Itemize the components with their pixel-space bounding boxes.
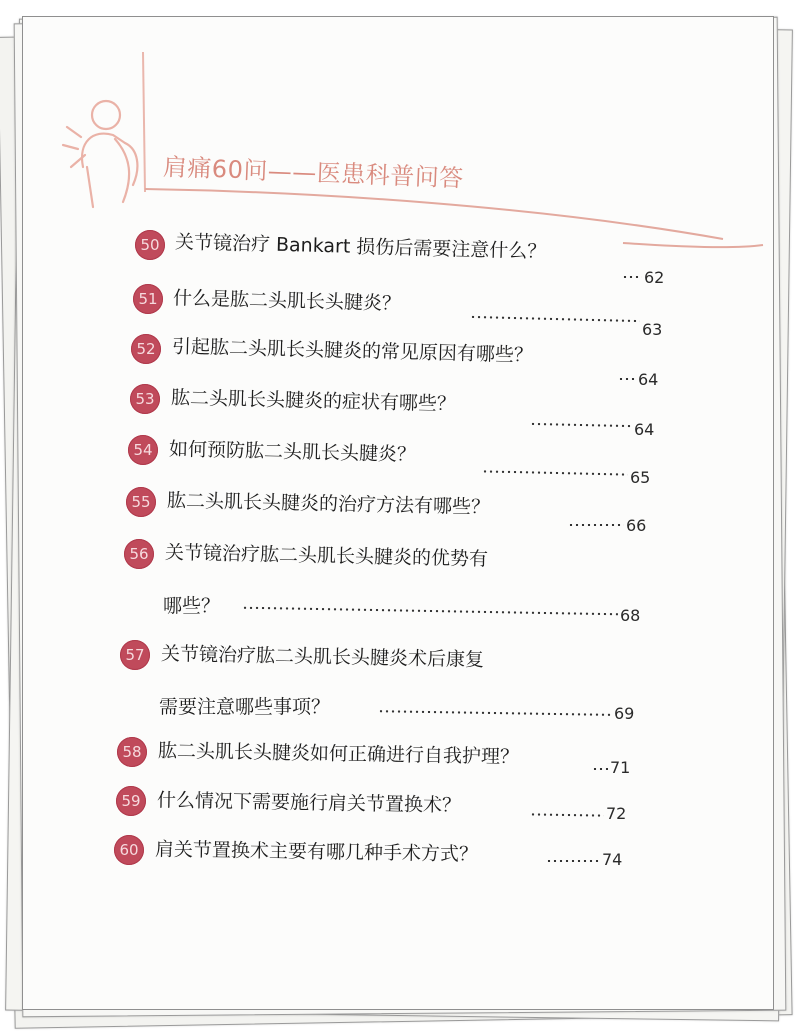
entry-number-badge: 60: [114, 835, 144, 865]
entry-page-number: 72: [606, 804, 627, 823]
leader-dots: [592, 768, 608, 770]
entry-title: 肱二头肌长头腱炎如何正确进行自我护理？: [157, 739, 520, 769]
entry-title: 肩关节置换术主要有哪几种手术方式？: [154, 838, 479, 866]
entry-page-number: 69: [614, 704, 635, 723]
entry-number-badge: 56: [124, 539, 154, 569]
entry-number-badge: 57: [120, 640, 150, 670]
entry-page-number: 74: [602, 850, 623, 869]
entry-title-continuation: 哪些？: [163, 595, 221, 617]
shoulder-pain-icon: [63, 101, 137, 207]
entry-page-number: 65: [630, 468, 651, 487]
entry-page-number: 63: [642, 320, 663, 339]
entry-title: 关节镜治疗肱二头肌长头腱炎的优势有: [164, 541, 489, 571]
entry-page-number: 64: [634, 420, 655, 439]
entry-title: 引起肱二头肌长头腱炎的常见原因有哪些？: [171, 335, 534, 367]
running-header-title: 肩痛60问——医患科普问答: [162, 153, 465, 193]
entry-title: 肱二头肌长头腱炎的治疗方法有哪些？: [166, 489, 491, 519]
entry-number-badge: 52: [131, 334, 161, 364]
entry-number-badge: 55: [126, 487, 156, 517]
entry-page-number: 64: [638, 370, 659, 389]
entry-title: 关节镜治疗肱二头肌长头腱炎术后康复: [160, 642, 485, 672]
entry-title-continuation: 需要注意哪些事项？: [159, 696, 331, 718]
leader-dots: [618, 378, 636, 380]
leader-dots: [568, 524, 624, 526]
leader-dots: [622, 276, 642, 278]
entry-title: 什么是肱二头肌长头腱炎？: [172, 287, 402, 315]
entry-page-number: 68: [620, 606, 641, 625]
entry-number-badge: 50: [135, 230, 165, 260]
entry-page-number: 62: [644, 268, 665, 287]
entry-number-badge: 53: [130, 384, 160, 414]
entry-page-number: 71: [610, 758, 631, 777]
entry-title: 如何预防肱二头肌长头腱炎？: [168, 438, 417, 466]
entry-number-badge: 59: [116, 786, 146, 816]
entry-number-badge: 51: [133, 284, 163, 314]
entry-title: 肱二头肌长头腱炎的症状有哪些？: [170, 386, 457, 416]
entry-title: 关节镜治疗 Bankart 损伤后需要注意什么？: [174, 231, 547, 263]
entry-title: 什么情况下需要施行肩关节置换术？: [156, 789, 462, 817]
leader-dots: [546, 860, 600, 862]
entry-number-badge: 54: [128, 435, 158, 465]
entry-number-badge: 58: [117, 737, 147, 767]
entry-page-number: 66: [626, 516, 647, 535]
